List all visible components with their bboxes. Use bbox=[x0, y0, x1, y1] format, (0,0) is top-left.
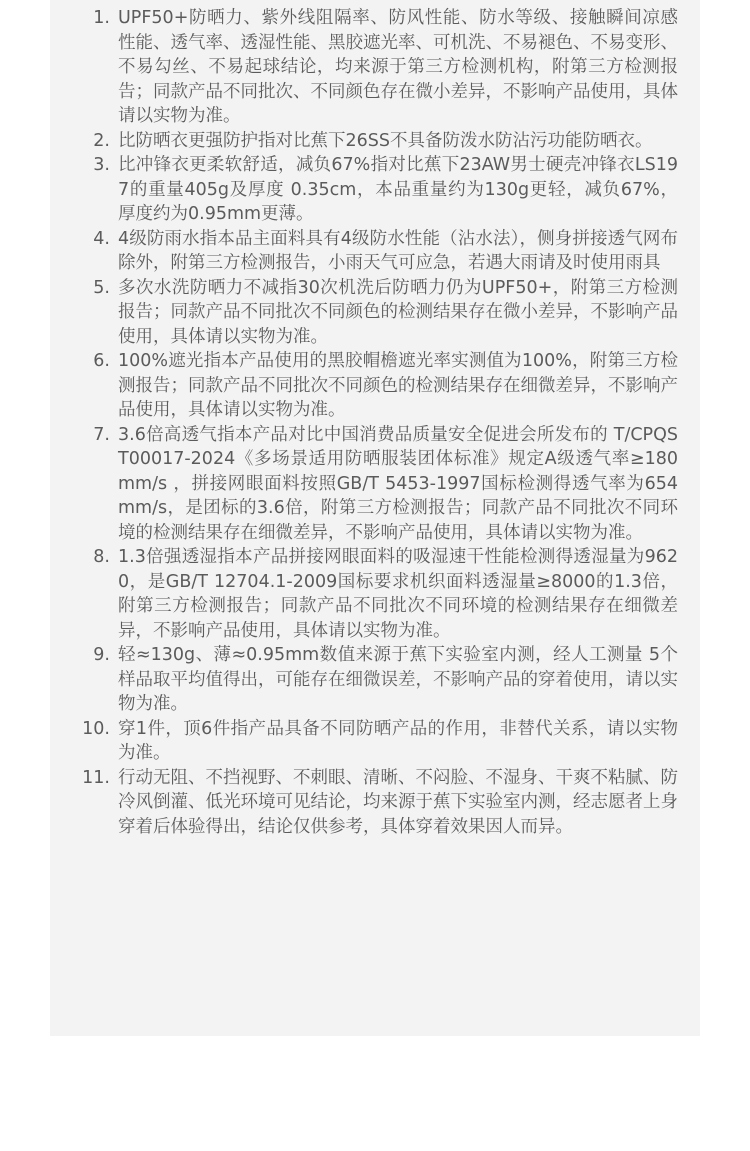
note-text: 比冲锋衣更柔软舒适，减负67%指对比蕉下23AW男士硬壳冲锋衣LS197的重量405g及厚度 0.35cm，本品重量约为130g更轻，减负67%，厚度约为0.95mm更薄。 bbox=[118, 155, 678, 224]
note-item bbox=[50, 129, 700, 154]
note-text: 1.3倍强透湿指本产品拼接网眼面料的吸湿速干性能检测得透湿量为9620，是GB/T 12704.1-2009国标要求机织面料透湿量≥8000的1.3倍，附第三方检测报告；同款产品不同批次不同环境的检测结果存在细微差异，不影响产品使用，具体请以实物为准。 bbox=[118, 547, 678, 641]
note-item bbox=[50, 276, 700, 350]
note-number: 4. bbox=[93, 228, 110, 249]
note-number: 5. bbox=[93, 277, 110, 298]
note-item bbox=[50, 227, 700, 276]
note-text: 行动无阻、不挡视野、不刺眼、清晰、不闷脸、不湿身、干爽不粘腻、防冷风倒灌、低光环境可见结论，均来源于蕉下实验室内测，经志愿者上身穿着后体验得出，结论仅供参考，具体穿着效果因人而异。 bbox=[118, 767, 678, 837]
note-item bbox=[50, 643, 700, 717]
note-number: 10. bbox=[82, 718, 110, 739]
note-number: 6. bbox=[93, 351, 110, 371]
note-number: 2. bbox=[93, 130, 110, 151]
note-text: UPF50+防晒力、紫外线阻隔率、防风性能、防水等级、接触瞬间凉感性能、透气率、透湿性能、黑胶遮光率、可机洗、不易褪色、不易变形、 不易勾丝、不易起球结论，均来源于第三方检测机构，附第三方检测报告；同款产品不同批次、不同颜色存在微小差异，不影响产品使用，具体请以实物为准。 bbox=[118, 8, 678, 126]
note-item bbox=[50, 766, 700, 840]
note-text: 轻≈130g、薄≈0.95mm数值来源于蕉下实验室内测，经人工测量 5个样品取平均值得出，可能存在细微误差，不影响产品的穿着使用，请以实物为准。 bbox=[118, 645, 678, 714]
note-number: 9. bbox=[93, 645, 110, 665]
note-number: 7. bbox=[93, 424, 110, 445]
note-item bbox=[50, 349, 700, 423]
note-text: 100%遮光指本产品使用的黑胶帽檐遮光率实测值为100%，附第三方检测报告；同款产品不同批次不同颜色的检测结果存在细微差异，不影响产品使用，具体请以实物为准。 bbox=[118, 351, 678, 420]
disclaimer-notes-list bbox=[50, 6, 700, 839]
note-item bbox=[50, 717, 700, 766]
note-item bbox=[50, 153, 700, 227]
note-item bbox=[50, 6, 700, 129]
note-number: 11. bbox=[82, 767, 110, 788]
note-text: 3.6倍高透气指本产品对比中国消费品质量安全促进会所发布的 T/CPQS T00017-2024《多场景适用防晒服装团体标准》规定A级透气率≥180mm/s ，拼接网眼面料按照GB/T 5453-1997国标检测得透气率为654mm/s，是团标的3.6倍，附第三方检测报告；同款产品不同批次不同环境的检测结果存在细微差异，不影响产品使用，具体请以实物为准。 bbox=[118, 424, 678, 543]
note-text: 比防晒衣更强防护指对比蕉下26SS不具备防泼水防沾污功能防晒衣。 bbox=[118, 130, 653, 151]
note-text: 多次水洗防晒力不减指30次机洗后防晒力仍为UPF50+，附第三方检测报告；同款产品不同批次不同颜色的检测结果存在微小差异，不影响产品使用，具体请以实物为准。 bbox=[118, 277, 678, 347]
note-number: 3. bbox=[93, 155, 110, 175]
note-number: 8. bbox=[93, 547, 110, 567]
note-number: 1. bbox=[93, 8, 110, 28]
note-item bbox=[50, 545, 700, 643]
note-text: 穿1件，顶6件指产品具备不同防晒产品的作用，非替代关系，请以实物为准。 bbox=[118, 718, 678, 763]
note-item bbox=[50, 423, 700, 546]
note-text: 4级防雨水指本品主面料具有4级防水性能（沾水法），侧身拼接透气网布除外，附第三方检测报告，小雨天气可应急，若遇大雨请及时使用雨具 bbox=[118, 228, 678, 273]
